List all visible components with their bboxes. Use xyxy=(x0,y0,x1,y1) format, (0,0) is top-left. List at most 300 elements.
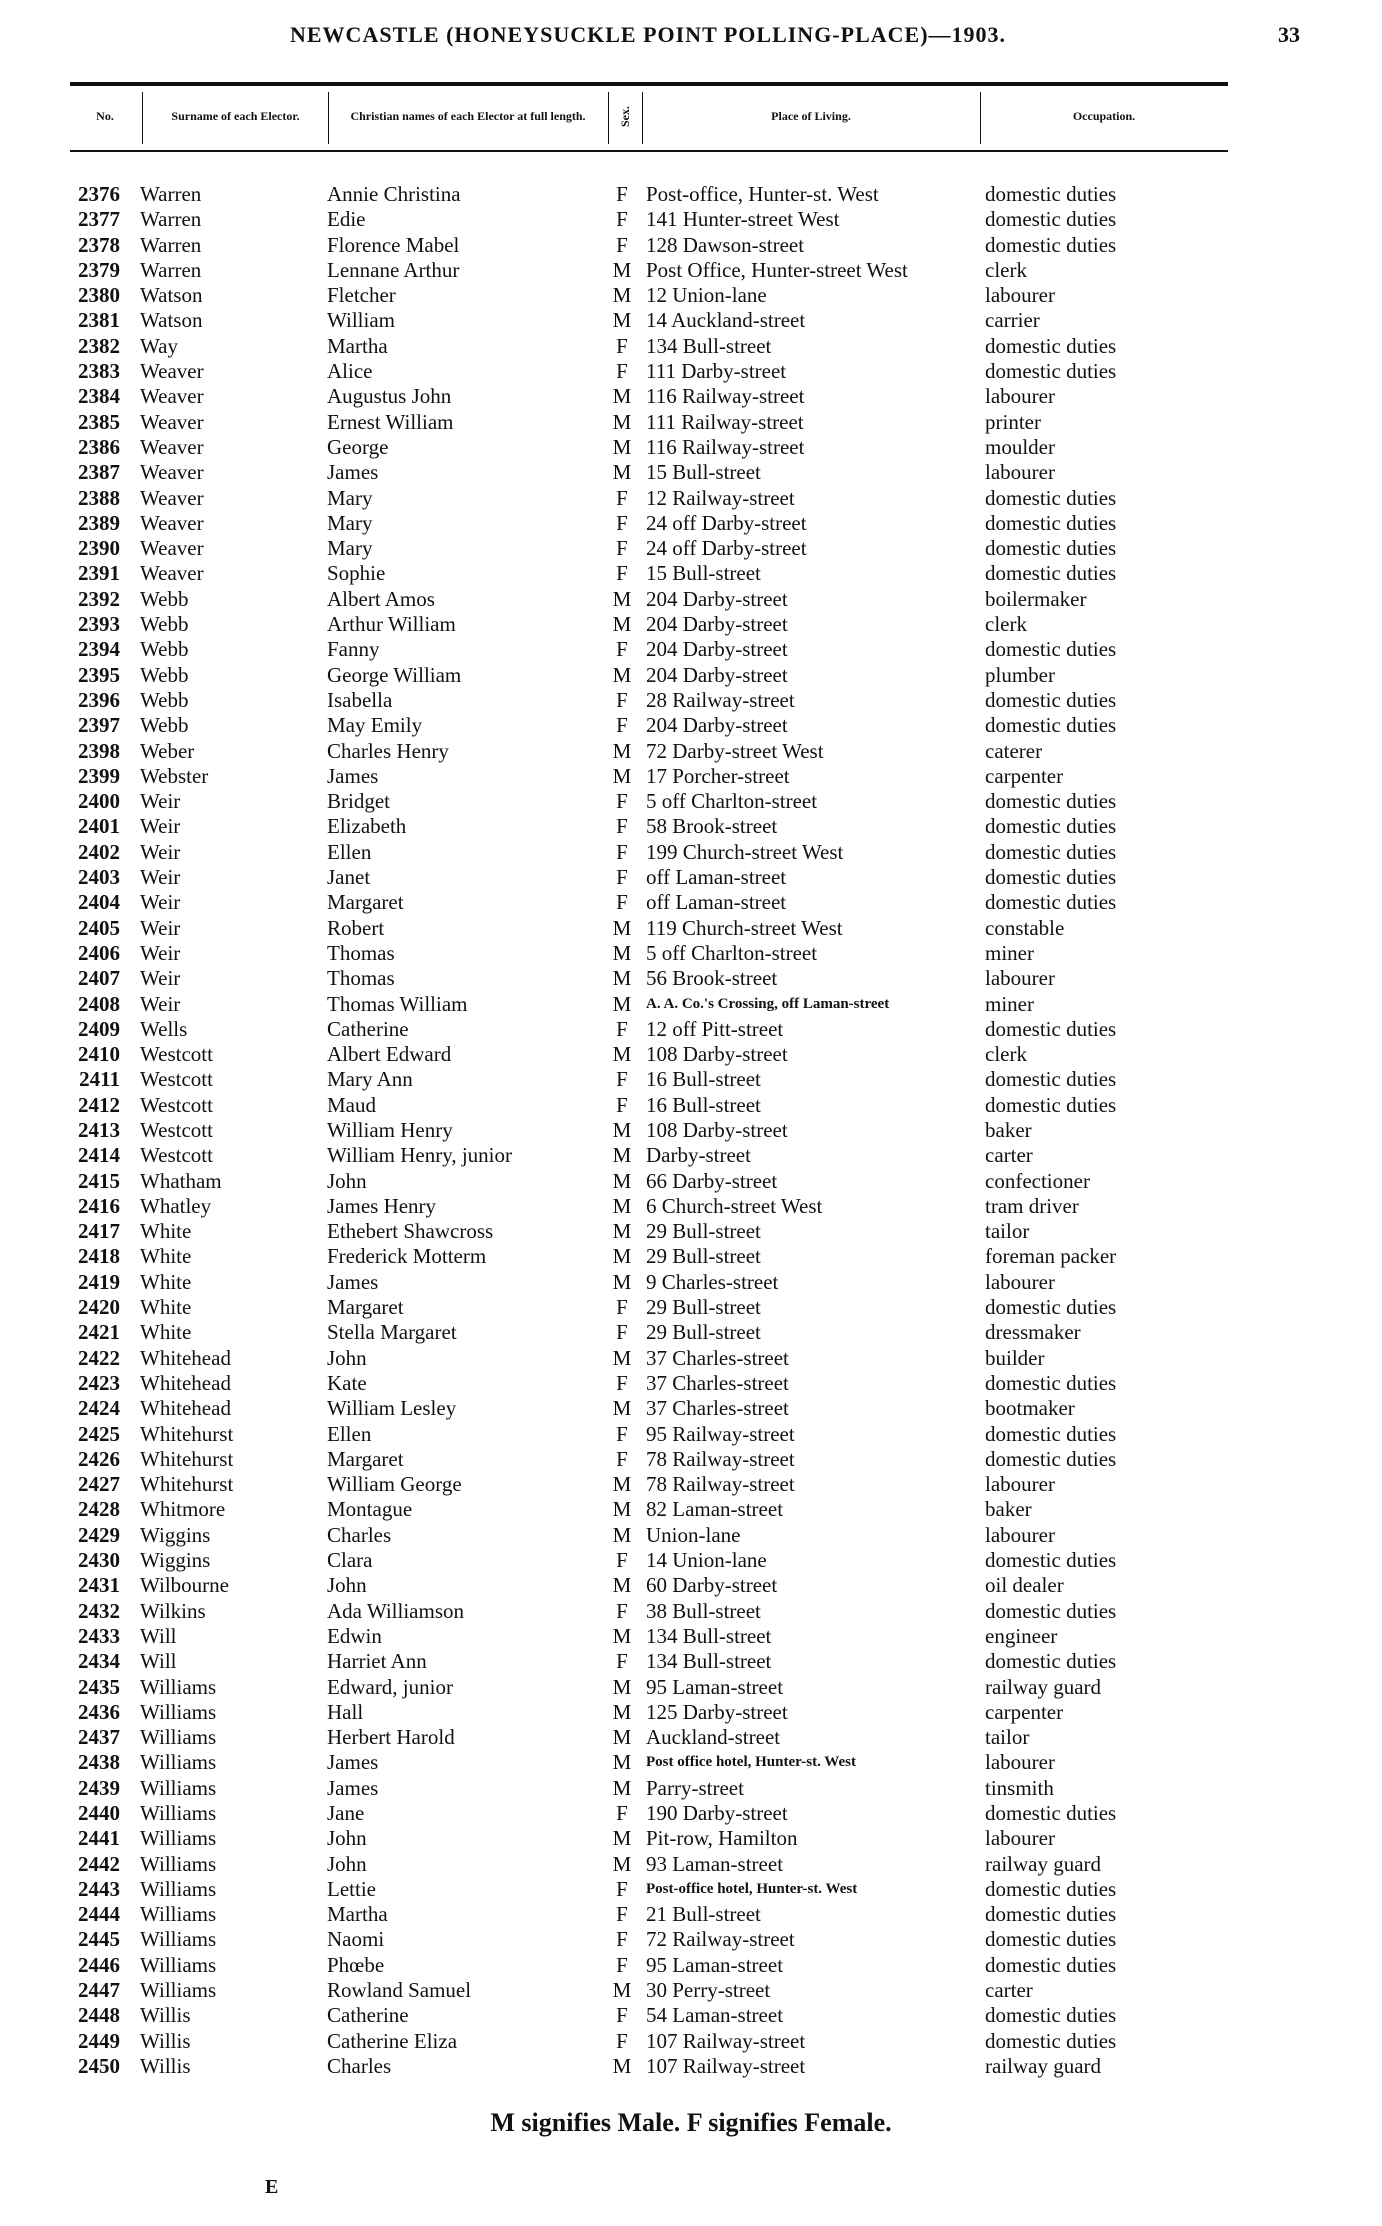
page-number: 33 xyxy=(1278,22,1300,47)
elector-occupation: constable xyxy=(985,915,1065,940)
table-row xyxy=(0,410,1382,435)
elector-occupation: domestic duties xyxy=(985,359,1117,384)
signature-mark: E xyxy=(265,2176,279,2198)
elector-occupation: domestic duties xyxy=(985,1295,1117,1320)
elector-christian-names: William xyxy=(327,308,395,333)
elector-place-of-living: 21 Bull-street xyxy=(646,1902,761,1927)
elector-place-of-living: Post Office, Hunter-street West xyxy=(646,257,908,282)
elector-place-of-living: 134 Bull-street xyxy=(646,1649,772,1674)
elector-christian-names: John xyxy=(327,1851,367,1876)
elector-sex: M xyxy=(612,991,632,1016)
elector-sex: M xyxy=(612,1725,632,1750)
elector-christian-names: Margaret xyxy=(327,1295,404,1320)
elector-occupation: builder xyxy=(985,1345,1045,1370)
elector-sex: M xyxy=(612,1269,632,1294)
elector-number: 2382 xyxy=(78,333,120,358)
elector-number: 2442 xyxy=(78,1851,120,1876)
elector-surname: Weir xyxy=(140,966,181,991)
elector-occupation: domestic duties xyxy=(985,1370,1117,1395)
elector-place-of-living: 204 Darby-street xyxy=(646,637,788,662)
elector-number: 2378 xyxy=(78,232,120,257)
elector-occupation: carter xyxy=(985,1143,1033,1168)
elector-sex: F xyxy=(616,2028,628,2053)
elector-sex: F xyxy=(616,1092,628,1117)
elector-place-of-living: off Laman-street xyxy=(646,890,787,915)
elector-number: 2392 xyxy=(78,586,120,611)
elector-occupation: labourer xyxy=(985,966,1055,991)
table-row xyxy=(0,814,1382,839)
elector-christian-names: Alice xyxy=(327,359,373,384)
elector-surname: Williams xyxy=(140,1952,217,1977)
page-title: NEWCASTLE (HONEYSUCKLE POINT POLLING-PLACE)—1903. xyxy=(290,22,1007,47)
elector-sex: M xyxy=(612,1244,632,1269)
elector-surname: Webb xyxy=(140,713,189,738)
table-row xyxy=(0,1346,1382,1371)
elector-christian-names: Catherine xyxy=(327,1016,409,1041)
elector-surname: Weir xyxy=(140,915,181,940)
elector-occupation: tailor xyxy=(985,1725,1030,1750)
elector-surname: Willis xyxy=(140,2028,191,2053)
elector-occupation: railway guard xyxy=(985,2053,1102,2078)
elector-sex: F xyxy=(616,1016,628,1041)
table-row xyxy=(0,789,1382,814)
elector-christian-names: Kate xyxy=(327,1370,367,1395)
elector-surname: Weir xyxy=(140,839,181,864)
elector-sex: M xyxy=(612,1345,632,1370)
table-row xyxy=(0,1194,1382,1219)
table-row xyxy=(0,1700,1382,1725)
elector-occupation: clerk xyxy=(985,257,1027,282)
elector-occupation: carpenter xyxy=(985,763,1064,788)
elector-surname: Whitehurst xyxy=(140,1421,234,1446)
elector-number: 2405 xyxy=(78,915,120,940)
elector-sex: M xyxy=(612,1497,632,1522)
elector-surname: Wiggins xyxy=(140,1522,211,1547)
elector-place-of-living: 107 Railway-street xyxy=(646,2028,806,2053)
elector-christian-names: William Lesley xyxy=(327,1396,457,1421)
elector-christian-names: Ada Williamson xyxy=(327,1598,465,1623)
elector-place-of-living: 24 off Darby-street xyxy=(646,510,807,535)
elector-occupation: domestic duties xyxy=(985,1092,1117,1117)
elector-surname: Weaver xyxy=(140,359,204,384)
elector-number: 2412 xyxy=(78,1092,120,1117)
elector-number: 2441 xyxy=(78,1826,120,1851)
elector-occupation: domestic duties xyxy=(985,1927,1117,1952)
table-row xyxy=(0,764,1382,789)
elector-occupation: labourer xyxy=(985,460,1055,485)
elector-christian-names: Mary xyxy=(327,510,373,535)
elector-occupation: engineer xyxy=(985,1623,1058,1648)
elector-number: 2399 xyxy=(78,763,120,788)
elector-number: 2428 xyxy=(78,1497,120,1522)
elector-number: 2422 xyxy=(78,1345,120,1370)
elector-surname: Williams xyxy=(140,1876,217,1901)
table-row xyxy=(0,258,1382,283)
elector-surname: Williams xyxy=(140,1902,217,1927)
elector-sex: M xyxy=(612,763,632,788)
elector-place-of-living: 78 Railway-street xyxy=(646,1446,795,1471)
elector-christian-names: Elizabeth xyxy=(327,814,407,839)
elector-christian-names: Stella Margaret xyxy=(327,1320,457,1345)
elector-number: 2438 xyxy=(78,1750,120,1775)
elector-number: 2389 xyxy=(78,510,120,535)
elector-place-of-living: 15 Bull-street xyxy=(646,460,761,485)
col-header-sex: Sex. xyxy=(617,105,632,127)
elector-occupation: domestic duties xyxy=(985,1598,1117,1623)
elector-occupation: tailor xyxy=(985,1219,1030,1244)
table-row xyxy=(0,1422,1382,1447)
elector-occupation: domestic duties xyxy=(985,536,1117,561)
elector-place-of-living: 95 Laman-street xyxy=(646,1674,784,1699)
elector-surname: Webb xyxy=(140,687,189,712)
elector-table xyxy=(0,182,1382,2079)
table-row xyxy=(0,1599,1382,1624)
elector-occupation: domestic duties xyxy=(985,890,1117,915)
elector-place-of-living: 12 Union-lane xyxy=(646,283,767,308)
elector-surname: Williams xyxy=(140,1826,217,1851)
elector-christian-names: James xyxy=(327,1775,379,1800)
elector-number: 2402 xyxy=(78,839,120,864)
elector-surname: Williams xyxy=(140,1750,217,1775)
elector-number: 2419 xyxy=(78,1269,120,1294)
elector-number: 2403 xyxy=(78,865,120,890)
elector-occupation: domestic duties xyxy=(985,637,1117,662)
elector-christian-names: Bridget xyxy=(327,789,390,814)
elector-sex: M xyxy=(612,1219,632,1244)
elector-number: 2400 xyxy=(78,789,120,814)
elector-surname: Weaver xyxy=(140,409,204,434)
table-row xyxy=(0,637,1382,662)
elector-number: 2385 xyxy=(78,409,120,434)
elector-surname: Whitehead xyxy=(140,1396,231,1421)
elector-occupation: domestic duties xyxy=(985,232,1117,257)
elector-occupation: baker xyxy=(985,1497,1032,1522)
elector-surname: White xyxy=(140,1320,192,1345)
elector-place-of-living: 37 Charles-street xyxy=(646,1370,789,1395)
elector-number: 2391 xyxy=(78,561,120,586)
elector-christian-names: William Henry, junior xyxy=(327,1143,513,1168)
elector-number: 2388 xyxy=(78,485,120,510)
elector-sex: F xyxy=(616,1370,628,1395)
elector-place-of-living: 125 Darby-street xyxy=(646,1699,788,1724)
elector-occupation: domestic duties xyxy=(985,207,1117,232)
elector-christian-names: Charles xyxy=(327,2053,392,2078)
elector-sex: F xyxy=(616,536,628,561)
elector-place-of-living: 54 Laman-street xyxy=(646,2003,784,2028)
elector-christian-names: Mary Ann xyxy=(327,1067,413,1092)
elector-occupation: domestic duties xyxy=(985,1421,1117,1446)
elector-sex: M xyxy=(612,257,632,282)
table-row xyxy=(0,1801,1382,1826)
elector-sex: F xyxy=(616,637,628,662)
elector-place-of-living: Darby-street xyxy=(646,1143,751,1168)
elector-number: 2432 xyxy=(78,1598,120,1623)
elector-occupation: domestic duties xyxy=(985,1876,1117,1901)
elector-sex: M xyxy=(612,1168,632,1193)
elector-number: 2415 xyxy=(78,1168,120,1193)
elector-number: 2395 xyxy=(78,662,120,687)
elector-occupation: labourer xyxy=(985,1522,1055,1547)
elector-surname: Weir xyxy=(140,890,181,915)
elector-place-of-living: 16 Bull-street xyxy=(646,1067,761,1092)
col-divider xyxy=(142,92,143,144)
elector-christian-names: William George xyxy=(327,1472,462,1497)
table-row xyxy=(0,1750,1382,1775)
elector-place-of-living: 29 Bull-street xyxy=(646,1244,761,1269)
table-row xyxy=(0,992,1382,1017)
elector-occupation: domestic duties xyxy=(985,182,1117,206)
elector-sex: M xyxy=(612,1472,632,1497)
elector-surname: Webb xyxy=(140,586,189,611)
elector-place-of-living: 28 Railway-street xyxy=(646,687,795,712)
elector-christian-names: Edie xyxy=(327,207,366,232)
elector-surname: Weaver xyxy=(140,460,204,485)
elector-occupation: tram driver xyxy=(985,1193,1079,1218)
elector-sex: M xyxy=(612,2053,632,2078)
elector-number: 2377 xyxy=(78,207,120,232)
elector-place-of-living: 107 Railway-street xyxy=(646,2053,806,2078)
table-row xyxy=(0,1649,1382,1674)
elector-surname: Warren xyxy=(140,207,202,232)
elector-number: 2426 xyxy=(78,1446,120,1471)
elector-christian-names: Frederick Motterm xyxy=(327,1244,487,1269)
elector-number: 2417 xyxy=(78,1219,120,1244)
elector-christian-names: Margaret xyxy=(327,1446,404,1471)
elector-christian-names: John xyxy=(327,1573,367,1598)
table-row xyxy=(0,1624,1382,1649)
elector-place-of-living: 72 Railway-street xyxy=(646,1927,795,1952)
elector-sex: F xyxy=(616,865,628,890)
elector-occupation: labourer xyxy=(985,283,1055,308)
elector-number: 2407 xyxy=(78,966,120,991)
elector-number: 2425 xyxy=(78,1421,120,1446)
elector-sex: M xyxy=(612,940,632,965)
table-row xyxy=(0,1396,1382,1421)
elector-christian-names: Phœbe xyxy=(327,1952,385,1977)
elector-place-of-living: 141 Hunter-street West xyxy=(646,207,840,232)
elector-christian-names: Ernest William xyxy=(327,409,454,434)
elector-christian-names: Jane xyxy=(327,1801,365,1825)
elector-christian-names: Clara xyxy=(327,1548,373,1573)
table-row xyxy=(0,1523,1382,1548)
elector-christian-names: John xyxy=(327,1345,367,1370)
elector-sex: M xyxy=(612,1851,632,1876)
table-row xyxy=(0,207,1382,232)
elector-place-of-living: 37 Charles-street xyxy=(646,1396,789,1421)
elector-number: 2394 xyxy=(78,637,120,662)
elector-place-of-living: 56 Brook-street xyxy=(646,966,778,991)
table-row xyxy=(0,1826,1382,1851)
elector-christian-names: Thomas xyxy=(327,966,395,991)
elector-surname: Warren xyxy=(140,257,202,282)
elector-occupation: clerk xyxy=(985,612,1027,637)
elector-christian-names: Edward, junior xyxy=(327,1674,453,1699)
table-row xyxy=(0,713,1382,738)
elector-place-of-living: 108 Darby-street xyxy=(646,1042,788,1067)
elector-number: 2411 xyxy=(79,1067,120,1092)
elector-surname: Whitehurst xyxy=(140,1446,234,1471)
elector-surname: Weaver xyxy=(140,510,204,535)
elector-place-of-living: 204 Darby-street xyxy=(646,713,788,738)
table-row xyxy=(0,1978,1382,2003)
elector-christian-names: Rowland Samuel xyxy=(327,1978,472,2003)
elector-christian-names: Naomi xyxy=(327,1927,385,1952)
elector-place-of-living: Post-office hotel, Hunter-st. West xyxy=(646,1880,858,1897)
elector-christian-names: Janet xyxy=(327,865,371,890)
elector-occupation: caterer xyxy=(985,738,1043,763)
elector-place-of-living: 204 Darby-street xyxy=(646,662,788,687)
table-row xyxy=(0,1953,1382,1978)
elector-occupation: domestic duties xyxy=(985,839,1117,864)
elector-christian-names: Mary xyxy=(327,485,373,510)
table-row xyxy=(0,1548,1382,1573)
elector-surname: Williams xyxy=(140,1699,217,1724)
elector-surname: Weaver xyxy=(140,536,204,561)
elector-place-of-living: 111 Darby-street xyxy=(646,359,787,384)
elector-place-of-living: Auckland-street xyxy=(646,1725,781,1750)
elector-place-of-living: 108 Darby-street xyxy=(646,1117,788,1142)
elector-sex: M xyxy=(612,966,632,991)
elector-surname: Whitmore xyxy=(140,1497,226,1522)
elector-sex: F xyxy=(616,1295,628,1320)
elector-sex: M xyxy=(612,1775,632,1800)
page-header xyxy=(0,22,1382,58)
elector-occupation: domestic duties xyxy=(985,2028,1117,2053)
elector-surname: Williams xyxy=(140,1801,217,1825)
table-row xyxy=(0,1067,1382,1092)
elector-surname: Weber xyxy=(140,738,195,763)
table-row xyxy=(0,1776,1382,1801)
elector-christian-names: Ellen xyxy=(327,1421,372,1446)
elector-place-of-living: 38 Bull-street xyxy=(646,1598,761,1623)
table-row xyxy=(0,612,1382,637)
table-row xyxy=(0,1725,1382,1750)
elector-sex: M xyxy=(612,308,632,333)
table-row xyxy=(0,587,1382,612)
elector-christian-names: Catherine xyxy=(327,2003,409,2028)
elector-occupation: tinsmith xyxy=(985,1775,1054,1800)
elector-place-of-living: 190 Darby-street xyxy=(646,1801,788,1825)
elector-place-of-living: 134 Bull-street xyxy=(646,333,772,358)
elector-christian-names: Thomas xyxy=(327,940,395,965)
elector-number: 2416 xyxy=(78,1193,120,1218)
table-row xyxy=(0,916,1382,941)
elector-sex: F xyxy=(616,2003,628,2028)
elector-number: 2430 xyxy=(78,1548,120,1573)
elector-place-of-living: 119 Church-street West xyxy=(646,915,843,940)
table-row xyxy=(0,1219,1382,1244)
elector-surname: Way xyxy=(140,333,178,358)
elector-place-of-living: 78 Railway-street xyxy=(646,1472,795,1497)
elector-number: 2448 xyxy=(78,2003,120,2028)
table-row xyxy=(0,890,1382,915)
elector-place-of-living: 116 Railway-street xyxy=(646,384,805,409)
elector-surname: Warren xyxy=(140,182,202,206)
table-row xyxy=(0,1042,1382,1067)
elector-place-of-living: 95 Laman-street xyxy=(646,1952,784,1977)
elector-sex: F xyxy=(616,814,628,839)
elector-occupation: domestic duties xyxy=(985,485,1117,510)
elector-occupation: labourer xyxy=(985,1826,1055,1851)
elector-christian-names: Catherine Eliza xyxy=(327,2028,458,2053)
elector-place-of-living: 204 Darby-street xyxy=(646,586,788,611)
elector-occupation: domestic duties xyxy=(985,333,1117,358)
elector-sex: F xyxy=(616,1548,628,1573)
elector-surname: Whatham xyxy=(140,1168,222,1193)
elector-place-of-living: 134 Bull-street xyxy=(646,1623,772,1648)
elector-number: 2440 xyxy=(78,1801,120,1825)
table-row xyxy=(0,739,1382,764)
elector-occupation: labourer xyxy=(985,384,1055,409)
elector-surname: Wiggins xyxy=(140,1548,211,1573)
elector-surname: Will xyxy=(140,1623,177,1648)
elector-sex: F xyxy=(616,359,628,384)
elector-surname: Wells xyxy=(140,1016,188,1041)
elector-sex: M xyxy=(612,1623,632,1648)
elector-surname: Will xyxy=(140,1649,177,1674)
elector-number: 2431 xyxy=(78,1573,120,1598)
elector-sex: M xyxy=(612,1396,632,1421)
table-row xyxy=(0,1169,1382,1194)
elector-christian-names: Margaret xyxy=(327,890,404,915)
elector-christian-names: James Henry xyxy=(327,1193,437,1218)
table-row xyxy=(0,1573,1382,1598)
elector-sex: M xyxy=(612,283,632,308)
elector-christian-names: Ethebert Shawcross xyxy=(327,1219,494,1244)
elector-place-of-living: 5 off Charlton-street xyxy=(646,789,818,814)
table-row xyxy=(0,1295,1382,1320)
elector-number: 2393 xyxy=(78,612,120,637)
elector-number: 2380 xyxy=(78,283,120,308)
elector-surname: Whitehead xyxy=(140,1345,231,1370)
elector-sex: M xyxy=(612,434,632,459)
elector-number: 2433 xyxy=(78,1623,120,1648)
elector-occupation: domestic duties xyxy=(985,789,1117,814)
table-row xyxy=(0,1017,1382,1042)
elector-sex: M xyxy=(612,612,632,637)
elector-place-of-living: Pit-row, Hamilton xyxy=(646,1826,798,1851)
elector-christian-names: Edwin xyxy=(327,1623,382,1648)
elector-christian-names: Isabella xyxy=(327,687,393,712)
elector-occupation: moulder xyxy=(985,434,1055,459)
elector-sex: M xyxy=(612,1522,632,1547)
elector-surname: Weir xyxy=(140,814,181,839)
table-row xyxy=(0,511,1382,536)
elector-number: 2396 xyxy=(78,687,120,712)
elector-christian-names: Hall xyxy=(327,1699,364,1724)
elector-sex: F xyxy=(616,713,628,738)
elector-number: 2413 xyxy=(78,1117,120,1142)
elector-number: 2446 xyxy=(78,1952,120,1977)
elector-number: 2427 xyxy=(78,1472,120,1497)
elector-surname: Weaver xyxy=(140,434,204,459)
elector-occupation: carrier xyxy=(985,308,1040,333)
elector-number: 2434 xyxy=(78,1649,120,1674)
elector-surname: White xyxy=(140,1244,192,1269)
table-row xyxy=(0,283,1382,308)
elector-place-of-living: 29 Bull-street xyxy=(646,1219,761,1244)
elector-occupation: baker xyxy=(985,1117,1032,1142)
elector-number: 2450 xyxy=(78,2053,120,2078)
elector-place-of-living: 17 Porcher-street xyxy=(646,763,790,788)
elector-number: 2420 xyxy=(78,1295,120,1320)
elector-sex: M xyxy=(612,1674,632,1699)
elector-surname: White xyxy=(140,1295,192,1320)
elector-sex: F xyxy=(616,333,628,358)
elector-place-of-living: Parry-street xyxy=(646,1775,744,1800)
elector-sex: M xyxy=(612,1193,632,1218)
elector-surname: Wilkins xyxy=(140,1598,206,1623)
